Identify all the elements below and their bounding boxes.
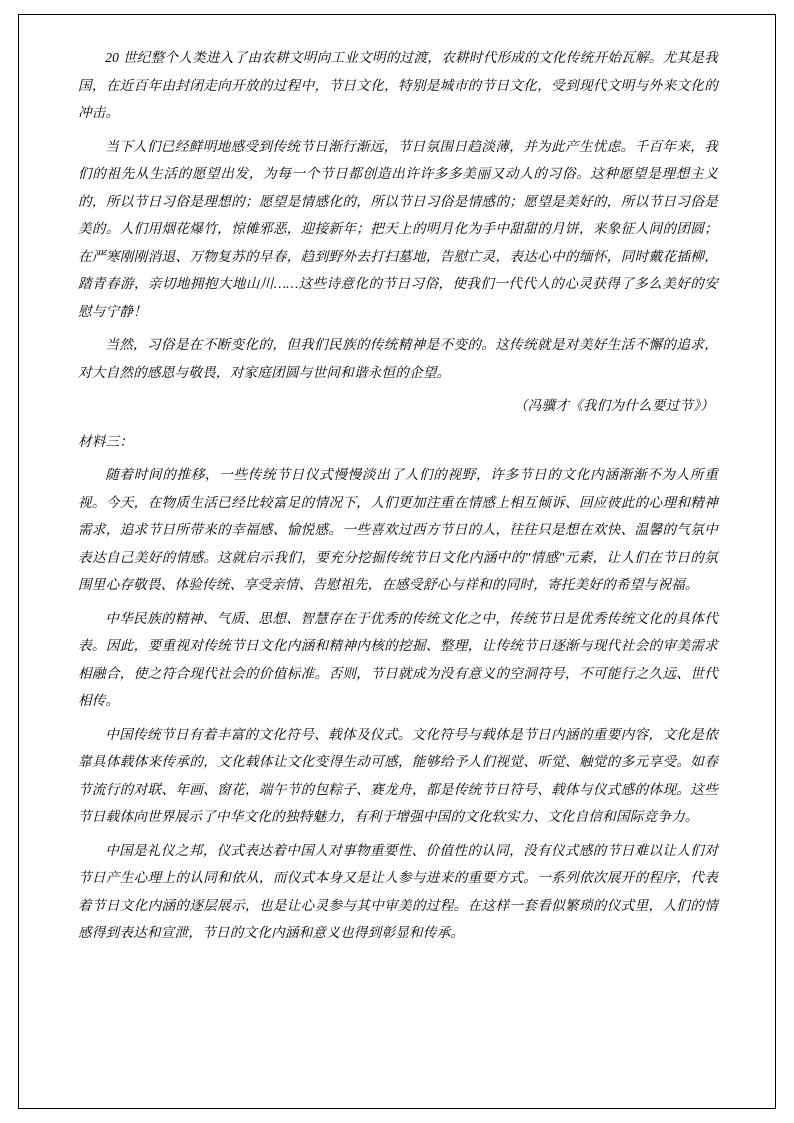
paragraph: 中国是礼仪之邦，仪式表达着中国人对事物重要性、价值性的认同，没有仪式感的节日难以让人们对节日产生心理上的认同和依从，而仪式本身又是让人参与进来的重要方式。一系列依次展开的程序，代表着节日文化内涵的逐层展示，也是让心灵参与其中审美的过程。在这样一套看似繁琐的仪式里，人们的情感得到表达和宣泄，节日的文化内涵和意义也得到彰显和传承。 bbox=[78, 842, 718, 940]
paragraph: 中华民族的精神、气质、思想、智慧存在于优秀的传统文化之中，传统节日是优秀传统文化的具体代表。因此，要重视对传统节日文化内涵和精神内核的挖掘、整理，让传统节日逐渐与现代社会的审美需求相融合，使之符合现代社会的价值标准。否则，节日就成为没有意义的空洞符号，不可能行之久远、世代相传。 bbox=[78, 610, 718, 708]
document-body bbox=[78, 44, 718, 953]
paragraph: 当然，习俗是在不断变化的，但我们民族的传统精神是不变的。这传统就是对美好生活不懈的追求，对大自然的感恩与敬畏，对家庭团圆与世间和谐永恒的企望。 bbox=[78, 337, 718, 380]
paragraph: 中国传统节日有着丰富的文化符号、载体及仪式。文化符号与载体是节日内涵的重要内容，文化是依靠具体载体来传承的，文化载体让文化变得生动可感，能够给予人们视觉、听觉、触觉的多元享受。如春节流行的对联、年画、窗花，端午节的包粽子、赛龙舟，都是传统节日符号、载体与仪式感的体现。这些节日载体向世界展示了中华文化的独特魅力，有利于增强中国的文化软实力、文化自信和国际竞争力。 bbox=[78, 726, 718, 824]
paragraph: 随着时间的推移，一些传统节日仪式慢慢淡出了人们的视野，许多节日的文化内涵渐渐不为人所重视。今天，在物质生活已经比较富足的情况下，人们更加注重在情感上相互倾诉、回应彼此的心理和精神需求，追求节日所带来的幸福感、愉悦感。一些喜欢过西方节日的人，往往只是想在欢快、温馨的气氛中表达自己美好的情感。这就启示我们，要充分挖掘传统节日文化内涵中的"情感"元素，让人们在节日的氛围里心存敬畏、体验传统、享受亲情、告慰祖先，在感受舒心与祥和的同时，寄托美好的希望与祝福。 bbox=[78, 467, 718, 592]
paragraph: 20 世纪整个人类进入了由农耕文明向工业文明的过渡，农耕时代形成的文化传统开始瓦解。尤其是我国，在近百年由封闭走向开放的过程中，节日文化，特别是城市的节日文化，受到现代文明与外来文化的冲击。 bbox=[78, 50, 718, 120]
section-label-material-three: 材料三： bbox=[78, 433, 134, 449]
paragraph: 当下人们已经鲜明地感受到传统节日渐行渐远，节日氛围日趋淡薄，并为此产生忧虑。千百年来，我们的祖先从生活的愿望出发，为每一个节日都创造出许许多多美丽又动人的习俗。这种愿望是理想主义的，所以节日习俗是理想的；愿望是情感化的，所以节日习俗是情感的；愿望是美好的，所以节日习俗是美的。人们用烟花爆竹，惊傩邪恶，迎接新年；把天上的明月化为手中甜甜的月饼，来象征人间的团圆；在严寒刚刚消退、万物复苏的早春，趋到野外去打扫墓地，告慰亡灵，表达心中的缅怀，同时戴花插柳，踏青春游，亲切地拥抱大地山川……这些诗意化的节日习俗，使我们一代代人的心灵获得了多么美好的安慰与宁静！ bbox=[78, 138, 718, 319]
source-citation: （冯骥才《我们为什么要过节》） bbox=[513, 398, 714, 413]
